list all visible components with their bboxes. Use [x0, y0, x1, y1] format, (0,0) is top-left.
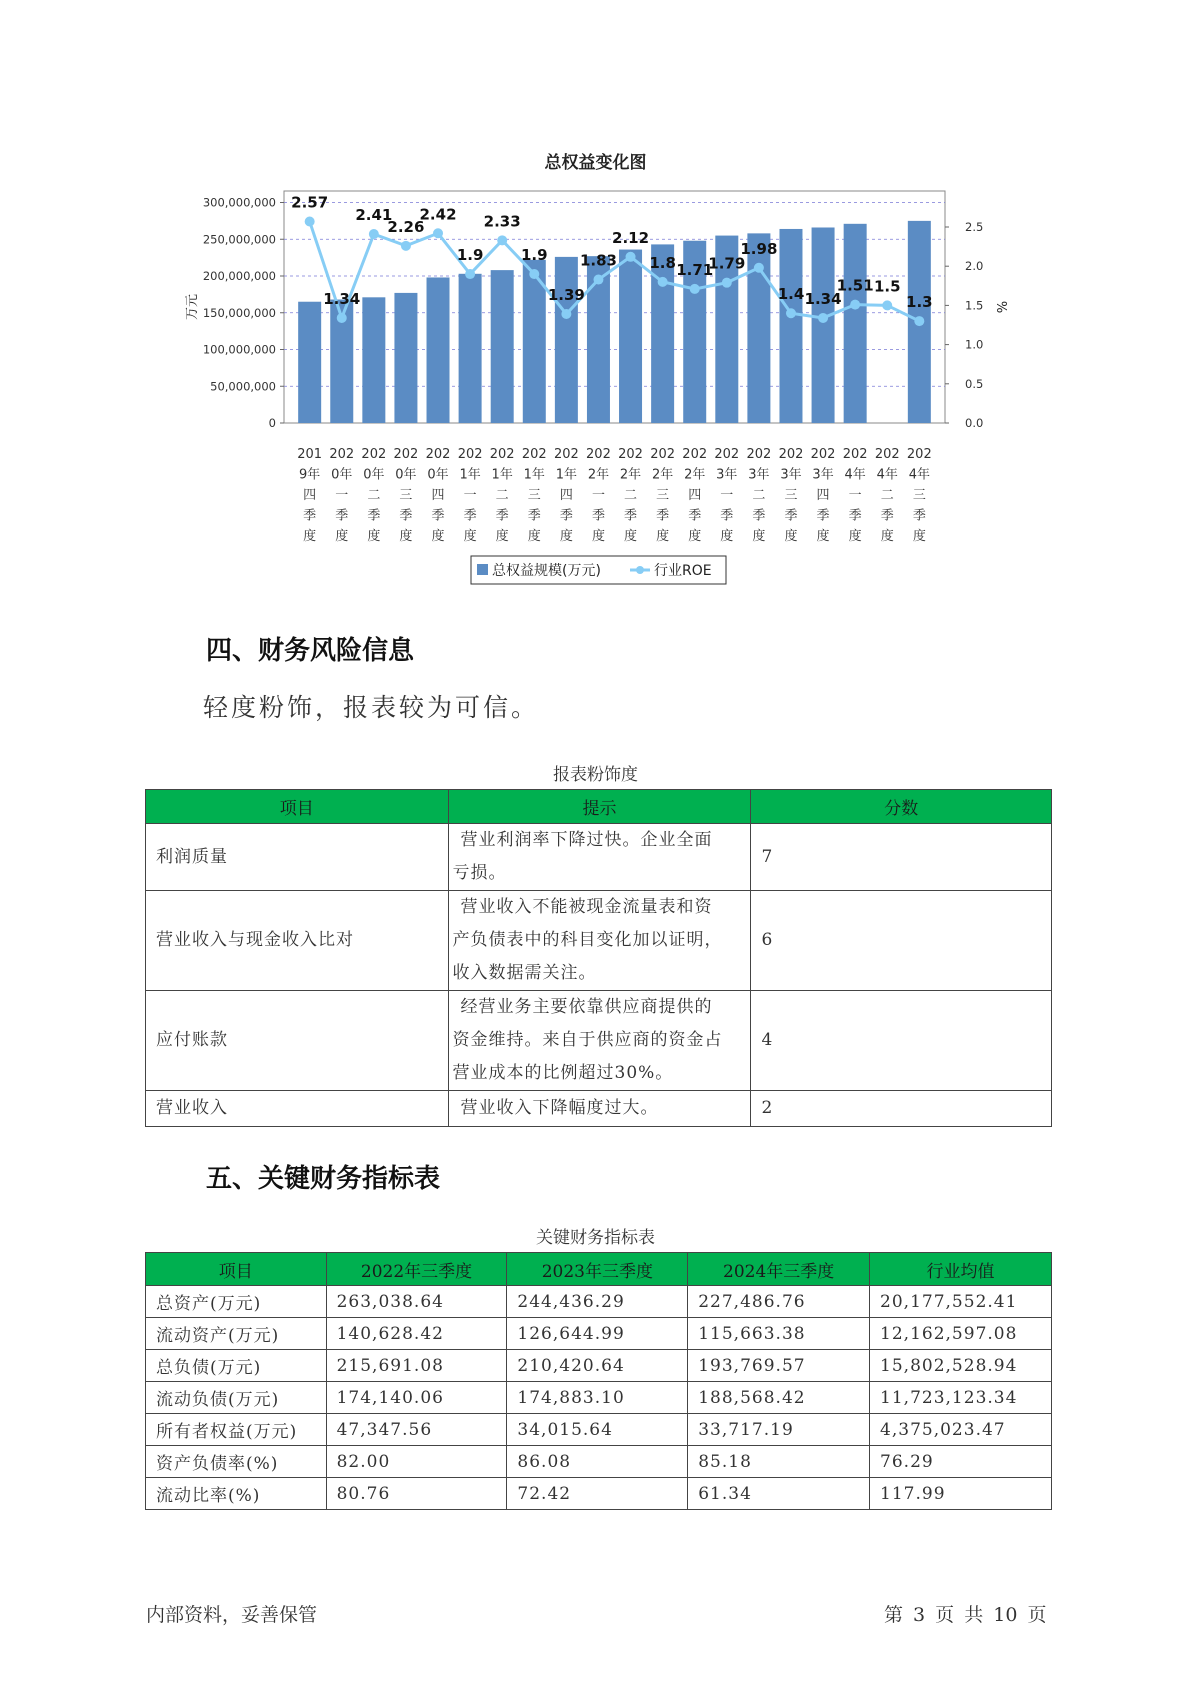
left-tick-label: 0: [268, 416, 276, 430]
roe-point: [754, 263, 764, 273]
section4-heading: 四、财务风险信息: [206, 636, 415, 666]
roe-point: [561, 309, 571, 319]
risk-tip-line: 营业收入下降幅度过大。: [460, 1098, 659, 1118]
x-tick-label: 1年: [459, 467, 481, 483]
legend-roe-label: 行业ROE: [654, 563, 712, 579]
kpi-value-cell: 61.34: [688, 1478, 870, 1510]
x-tick-label: 202: [425, 447, 451, 462]
equity-bar: [779, 229, 802, 423]
section5-heading: 五、关键财务指标表: [206, 1164, 441, 1194]
left-tick-label: 200,000,000: [202, 269, 276, 283]
roe-data-label: 2.41: [355, 206, 393, 225]
risk-tip-cell: [448, 824, 751, 891]
kpi-item-cell: 总资产(万元): [146, 1286, 327, 1318]
x-tick-label: 4年: [908, 467, 930, 483]
x-tick-label: 三: [912, 488, 926, 503]
footer-page-number: 第 3 页 共 10 页: [884, 1604, 1047, 1626]
risk-table-caption: 报表粉饰度: [553, 765, 638, 785]
roe-data-label: 1.83: [579, 251, 617, 270]
x-tick-label: 四: [559, 488, 573, 503]
roe-point: [401, 241, 411, 251]
x-tick-label: 四: [303, 488, 317, 503]
x-tick-label: 度: [816, 529, 830, 544]
kpi-value-cell: 80.76: [326, 1478, 507, 1510]
risk-tip-cell: [448, 991, 751, 1091]
x-tick-label: 度: [367, 529, 381, 544]
x-tick-label: 一: [463, 488, 477, 503]
left-tick-label: 100,000,000: [202, 342, 276, 357]
x-tick-label: 1年: [555, 467, 578, 483]
roe-point: [305, 217, 315, 227]
roe-data-label: 1.34: [323, 289, 361, 308]
risk-tip-line: 产负债表中的科目变化加以证明，: [452, 930, 723, 950]
right-tick-label: 2.5: [965, 220, 984, 234]
x-tick-label: 度: [848, 529, 862, 544]
risk-score-cell: 2: [751, 1091, 1052, 1127]
roe-data-label: 2.26: [387, 217, 425, 236]
risk-tip-cell: [448, 1091, 751, 1127]
equity-bar: [459, 274, 482, 423]
kpi-value-cell: 193,769.57: [688, 1350, 870, 1382]
kpi-item-cell: 流动资产(万元): [146, 1318, 327, 1350]
x-tick-label: 季: [880, 508, 894, 524]
roe-data-label: 2.33: [483, 212, 521, 231]
roe-point: [850, 300, 860, 310]
x-tick-label: 1年: [491, 467, 513, 483]
roe-data-label: 1.71: [676, 260, 714, 279]
kpi-value-cell: 76.29: [870, 1446, 1052, 1478]
x-tick-label: 季: [848, 508, 862, 524]
x-tick-label: 季: [688, 508, 702, 524]
risk-row: [146, 1091, 1052, 1127]
equity-bar: [555, 257, 578, 423]
kpi-item-cell: 总负债(万元): [146, 1350, 327, 1382]
roe-data-label: 2.12: [612, 228, 650, 247]
roe-data-label: 1.9: [456, 246, 484, 265]
x-tick-label: 2年: [651, 467, 674, 483]
x-tick-label: 季: [720, 508, 734, 524]
roe-point: [818, 313, 828, 323]
roe-data-label: 1.5: [873, 277, 901, 296]
left-tick-label: 50,000,000: [210, 379, 276, 394]
kpi-value-cell: 244,436.29: [507, 1286, 688, 1318]
kpi-header-2024q3: 2024年三季度: [688, 1253, 870, 1286]
roe-point: [433, 228, 443, 238]
x-tick-label: 202: [810, 447, 836, 462]
x-tick-label: 度: [335, 529, 349, 544]
x-tick-label: 1年: [523, 467, 545, 483]
x-tick-label: 202: [361, 447, 387, 462]
roe-data-label: 1.98: [740, 239, 778, 258]
kpi-value-cell: 72.42: [507, 1478, 688, 1510]
right-tick-label: 2.0: [965, 259, 984, 274]
kpi-row: [146, 1318, 1052, 1350]
x-tick-label: 度: [624, 529, 638, 544]
x-tick-label: 202: [682, 447, 708, 462]
equity-bar: [747, 233, 770, 423]
roe-data-label: 1.3: [906, 293, 933, 312]
roe-point: [369, 229, 379, 239]
kpi-value-cell: 174,140.06: [326, 1382, 507, 1414]
kpi-value-cell: 12,162,597.08: [870, 1318, 1052, 1350]
kpi-value-cell: 86.08: [507, 1446, 688, 1478]
chart-title: 总权益变化图: [544, 153, 647, 173]
x-tick-label: 二: [752, 488, 766, 503]
x-tick-label: 3年: [780, 467, 802, 483]
kpi-row: [146, 1446, 1052, 1478]
roe-point: [690, 284, 700, 294]
legend-equity-label: 总权益规模(万元): [492, 563, 601, 579]
legend-line-marker: [636, 566, 644, 574]
footer-confidential-note: 内部资料，妥善保管: [146, 1604, 318, 1626]
x-tick-label: 202: [521, 447, 547, 462]
roe-point: [497, 235, 507, 245]
x-tick-label: 二: [495, 488, 509, 503]
roe-point: [529, 269, 539, 279]
left-tick-label: 150,000,000: [202, 305, 276, 320]
x-tick-label: 4年: [876, 467, 898, 483]
roe-data-label: 2.42: [419, 205, 457, 224]
kpi-value-cell: 140,628.42: [326, 1318, 507, 1350]
risk-item-cell: 应付账款: [146, 991, 449, 1091]
x-tick-label: 0年: [427, 467, 449, 483]
x-tick-label: 202: [618, 447, 643, 462]
x-tick-label: 度: [527, 529, 541, 544]
x-tick-label: 四: [816, 488, 830, 503]
x-tick-label: 季: [527, 508, 541, 524]
x-tick-label: 202: [393, 447, 419, 462]
x-tick-label: 季: [463, 508, 477, 524]
equity-bar: [812, 227, 835, 423]
x-tick-label: 度: [303, 529, 317, 544]
x-tick-label: 2年: [587, 467, 610, 483]
kpi-item-cell: 流动负债(万元): [146, 1382, 327, 1414]
kpi-item-cell: 流动比率(%): [146, 1478, 327, 1510]
risk-summary-paragraph: 轻度粉饰，报表较为可信。: [203, 693, 540, 722]
kpi-value-cell: 47,347.56: [326, 1414, 507, 1446]
x-tick-label: 季: [559, 508, 573, 524]
kpi-value-cell: 215,691.08: [326, 1350, 507, 1382]
x-tick-label: 季: [431, 508, 445, 524]
x-tick-label: 0年: [395, 467, 417, 483]
kpi-value-cell: 263,038.64: [326, 1286, 507, 1318]
x-tick-label: 2年: [684, 467, 706, 483]
roe-point: [465, 269, 475, 279]
risk-tip-line: 营业利润率下降过快。企业全面: [460, 830, 713, 850]
x-tick-label: 202: [329, 447, 355, 462]
x-tick-label: 202: [457, 447, 483, 462]
roe-point: [626, 252, 636, 262]
x-tick-label: 季: [495, 508, 509, 524]
x-tick-label: 9年: [299, 467, 321, 483]
x-tick-label: 三: [784, 488, 798, 503]
x-tick-label: 季: [656, 508, 670, 524]
roe-data-label: 1.39: [547, 286, 585, 305]
roe-point: [786, 308, 796, 318]
roe-point: [722, 278, 732, 288]
x-tick-label: 0年: [363, 467, 385, 483]
kpi-value-cell: 82.00: [326, 1446, 507, 1478]
x-tick-label: 度: [399, 529, 413, 544]
x-tick-label: 季: [752, 508, 766, 524]
left-axis-title: 万元: [185, 293, 200, 321]
kpi-table: [145, 1252, 1052, 1510]
risk-tip-line: 营业成本的比例超过30%。: [452, 1063, 674, 1083]
x-tick-label: 4年: [844, 467, 866, 483]
risk-tip-line: 收入数据需关注。: [452, 963, 597, 983]
equity-roe-chart: [0, 0, 1191, 600]
kpi-value-cell: 34,015.64: [507, 1414, 688, 1446]
roe-data-label: 2.57: [291, 193, 329, 212]
kpi-table-caption: 关键财务指标表: [536, 1228, 655, 1248]
x-tick-label: 季: [784, 508, 798, 524]
kpi-value-cell: 11,723,123.34: [870, 1382, 1052, 1414]
kpi-value-cell: 174,883.10: [507, 1382, 688, 1414]
roe-point: [337, 313, 347, 323]
kpi-value-cell: 85.18: [688, 1446, 870, 1478]
roe-point: [882, 300, 892, 310]
kpi-item-cell: 资产负债率(%): [146, 1446, 327, 1478]
kpi-value-cell: 117.99: [870, 1478, 1052, 1510]
x-tick-label: 201: [297, 447, 323, 462]
x-tick-label: 202: [842, 447, 868, 462]
x-tick-label: 3年: [748, 467, 770, 483]
equity-bar: [362, 297, 385, 423]
x-tick-label: 二: [367, 488, 381, 503]
equity-bar: [619, 250, 642, 423]
x-tick-label: 度: [463, 529, 477, 544]
risk-row: [146, 891, 1052, 991]
x-tick-label: 三: [527, 488, 541, 503]
x-tick-label: 季: [816, 508, 830, 524]
x-tick-label: 度: [431, 529, 445, 544]
x-tick-label: 季: [912, 508, 926, 524]
x-tick-label: 三: [399, 488, 413, 503]
risk-tip-line: 经营业务主要依靠供应商提供的: [460, 997, 713, 1017]
x-tick-label: 季: [624, 508, 638, 524]
x-tick-label: 四: [688, 488, 702, 503]
roe-data-label: 1.79: [708, 254, 746, 273]
x-tick-label: 季: [399, 508, 413, 524]
kpi-header-item: 项目: [146, 1253, 327, 1286]
kpi-value-cell: 33,717.19: [688, 1414, 870, 1446]
x-tick-label: 二: [624, 488, 638, 503]
risk-tip-line: 营业收入不能被现金流量表和资: [460, 897, 713, 917]
x-tick-label: 季: [335, 508, 349, 524]
x-tick-label: 度: [880, 529, 894, 544]
x-tick-label: 度: [720, 529, 734, 544]
x-tick-label: 季: [367, 508, 381, 524]
kpi-header-industry-avg: 行业均值: [870, 1253, 1052, 1286]
x-tick-label: 四: [431, 488, 445, 503]
x-tick-label: 季: [303, 508, 317, 524]
kpi-item-cell: 所有者权益(万元): [146, 1414, 327, 1446]
kpi-header-2023q3: 2023年三季度: [507, 1253, 688, 1286]
left-tick-label: 300,000,000: [202, 195, 276, 210]
right-tick-label: 0.5: [965, 376, 984, 391]
kpi-row: [146, 1382, 1052, 1414]
right-tick-label: 1.0: [965, 337, 984, 352]
risk-header-score: 分数: [751, 790, 1052, 824]
equity-bar: [394, 293, 417, 423]
x-tick-label: 一: [335, 488, 349, 503]
left-tick-label: 250,000,000: [202, 232, 276, 247]
risk-header-item: 项目: [146, 790, 449, 824]
risk-row: [146, 991, 1052, 1091]
equity-bar: [844, 224, 867, 423]
risk-row: [146, 824, 1052, 891]
roe-point: [914, 316, 924, 326]
kpi-row: [146, 1478, 1052, 1510]
x-tick-label: 度: [656, 529, 670, 544]
legend-bar-swatch: [477, 564, 488, 575]
x-tick-label: 202: [714, 447, 740, 462]
x-tick-label: 度: [591, 529, 605, 544]
equity-bar: [427, 277, 450, 423]
risk-item-cell: 利润质量: [146, 824, 449, 891]
x-tick-label: 度: [688, 529, 702, 544]
risk-score-cell: 7: [751, 824, 1052, 891]
kpi-value-cell: 188,568.42: [688, 1382, 870, 1414]
kpi-value-cell: 15,802,528.94: [870, 1350, 1052, 1382]
kpi-row: [146, 1350, 1052, 1382]
right-tick-label: 0.0: [965, 416, 984, 430]
risk-tip-line: 亏损。: [452, 863, 507, 883]
risk-score-cell: 4: [751, 991, 1052, 1091]
kpi-value-cell: 126,644.99: [507, 1318, 688, 1350]
risk-score-cell: 6: [751, 891, 1052, 991]
x-tick-label: 一: [591, 488, 605, 503]
x-tick-label: 202: [650, 447, 676, 462]
roe-point: [658, 277, 668, 287]
x-tick-label: 三: [656, 488, 670, 503]
x-tick-label: 二: [880, 488, 894, 503]
kpi-header-2022q3: 2022年三季度: [326, 1253, 507, 1286]
x-tick-label: 202: [553, 447, 579, 462]
roe-data-label: 1.8: [649, 253, 676, 272]
kpi-value-cell: 20,177,552.41: [870, 1286, 1052, 1318]
x-tick-label: 202: [906, 447, 932, 462]
x-tick-label: 2年: [619, 467, 642, 483]
kpi-value-cell: 4,375,023.47: [870, 1414, 1052, 1446]
risk-tip-cell: [448, 891, 751, 991]
x-tick-label: 202: [489, 447, 515, 462]
kpi-value-cell: 115,663.38: [688, 1318, 870, 1350]
x-tick-label: 度: [559, 529, 573, 544]
equity-bar: [491, 270, 514, 423]
x-tick-label: 0年: [331, 467, 353, 483]
x-tick-label: 度: [495, 529, 509, 544]
x-tick-label: 202: [874, 447, 900, 462]
equity-bar: [298, 302, 321, 423]
x-tick-label: 度: [784, 529, 798, 544]
kpi-row: [146, 1286, 1052, 1318]
kpi-value-cell: 227,486.76: [688, 1286, 870, 1318]
risk-item-cell: 营业收入与现金收入比对: [146, 891, 449, 991]
right-tick-label: 1.5: [965, 298, 984, 313]
roe-data-label: 1.51: [836, 276, 874, 295]
x-tick-label: 季: [591, 508, 605, 524]
x-tick-label: 度: [752, 529, 766, 544]
x-tick-label: 一: [720, 488, 734, 503]
x-tick-label: 一: [848, 488, 862, 503]
kpi-row: [146, 1414, 1052, 1446]
x-tick-label: 3年: [812, 467, 834, 483]
x-tick-label: 度: [912, 529, 926, 544]
risk-header-tip: 提示: [448, 790, 751, 824]
roe-data-label: 1.4: [777, 285, 805, 304]
risk-tip-line: 资金维持。来自于供应商的资金占: [452, 1030, 723, 1050]
kpi-value-cell: 210,420.64: [507, 1350, 688, 1382]
right-axis-title: %: [993, 300, 1008, 314]
roe-point: [593, 275, 603, 285]
roe-data-label: 1.9: [520, 246, 548, 265]
risk-table: [145, 789, 1052, 1127]
risk-item-cell: 营业收入: [146, 1091, 449, 1127]
roe-data-label: 1.34: [804, 289, 842, 308]
x-tick-label: 202: [778, 447, 804, 462]
x-tick-label: 3年: [716, 467, 738, 483]
x-tick-label: 202: [746, 447, 772, 462]
x-tick-label: 202: [586, 447, 611, 462]
